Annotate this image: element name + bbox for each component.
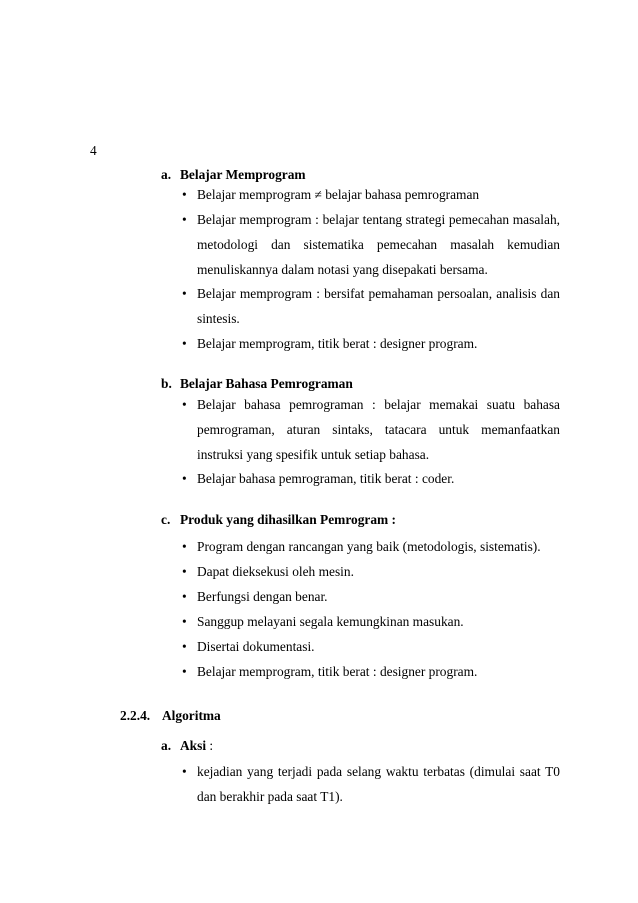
subsection-number: 2.2.4. — [120, 708, 151, 723]
aksi-suffix: : — [206, 738, 214, 753]
bullet-dot-icon: • — [182, 639, 187, 654]
section-b-title: Belajar Bahasa Pemrograman — [180, 376, 353, 391]
bullet-dot-icon: • — [182, 286, 187, 301]
bullet-text: Belajar memprogram : belajar tentang strategi pemecahan masalah, metodologi dan sistematika pemecahan masalah kemudian menuliskannya dalam notasi yang disepakati bersama. — [197, 212, 560, 277]
bullet-dot-icon: • — [182, 589, 187, 604]
bullet-dot-icon: • — [182, 664, 187, 679]
section-b-heading — [161, 376, 353, 392]
bullet-text: Belajar memprogram, titik berat : designer program. — [197, 664, 478, 679]
section-c-bullet-2 — [182, 559, 560, 584]
bullet-dot-icon: • — [182, 564, 187, 579]
subsection-heading — [120, 708, 221, 724]
section-b-bullet-2 — [182, 466, 560, 491]
bullet-text: Belajar bahasa pemrograman, titik berat : coder. — [197, 471, 455, 486]
section-a-heading — [161, 167, 306, 183]
section-a-bullet-2 — [182, 207, 560, 282]
section-b-bullet-1 — [182, 392, 560, 467]
aksi-title: Aksi — [180, 738, 207, 753]
bullet-dot-icon: • — [182, 614, 187, 629]
aksi-bullet-1 — [182, 759, 560, 809]
bullet-text: kejadian yang terjadi pada selang waktu terbatas (dimulai saat T0 dan berakhir pada saat T1). — [197, 764, 560, 804]
section-c-bullet-4 — [182, 609, 560, 634]
bullet-text: Berfungsi dengan benar. — [197, 589, 328, 604]
bullet-text: Program dengan rancangan yang baik (metodologis, sistematis). — [197, 539, 541, 554]
bullet-text: Belajar bahasa pemrograman : belajar memakai suatu bahasa pemrograman, aturan sintaks, tatacara untuk memanfaatkan instruksi yang spesifik untuk setiap bahasa. — [197, 397, 560, 462]
bullet-dot-icon: • — [182, 397, 187, 412]
aksi-letter: a. — [161, 738, 172, 753]
bullet-text: Dapat dieksekusi oleh mesin. — [197, 564, 354, 579]
section-a-bullet-3 — [182, 281, 560, 331]
section-a-bullet-1 — [182, 182, 560, 207]
bullet-dot-icon: • — [182, 212, 187, 227]
subsection-title: Algoritma — [162, 708, 221, 723]
section-a-bullet-4 — [182, 331, 560, 356]
bullet-dot-icon: • — [182, 471, 187, 486]
bullet-text: Belajar memprogram : bersifat pemahaman persoalan, analisis dan sintesis. — [197, 286, 560, 326]
bullet-dot-icon: • — [182, 539, 187, 554]
section-a-letter: a. — [161, 167, 172, 182]
bullet-text: Belajar memprogram, titik berat : designer program. — [197, 336, 478, 351]
bullet-text: Sanggup melayani segala kemungkinan masukan. — [197, 614, 464, 629]
bullet-text: Belajar memprogram ≠ belajar bahasa pemrograman — [197, 187, 480, 202]
bullet-dot-icon: • — [182, 187, 187, 202]
section-c-title: Produk yang dihasilkan Pemrogram : — [180, 512, 397, 527]
section-c-bullet-1 — [182, 534, 560, 559]
section-c-bullet-3 — [182, 584, 560, 609]
section-c-bullet-6 — [182, 659, 560, 684]
section-a-title: Belajar Memprogram — [180, 167, 306, 182]
section-c-heading — [161, 512, 396, 528]
section-b-letter: b. — [161, 376, 172, 391]
bullet-text: Disertai dokumentasi. — [197, 639, 315, 654]
page-number: 4 — [90, 143, 97, 158]
section-c-letter: c. — [161, 512, 171, 527]
bullet-dot-icon: • — [182, 336, 187, 351]
section-c-bullet-5 — [182, 634, 560, 659]
aksi-heading — [161, 738, 213, 754]
bullet-dot-icon: • — [182, 764, 187, 779]
